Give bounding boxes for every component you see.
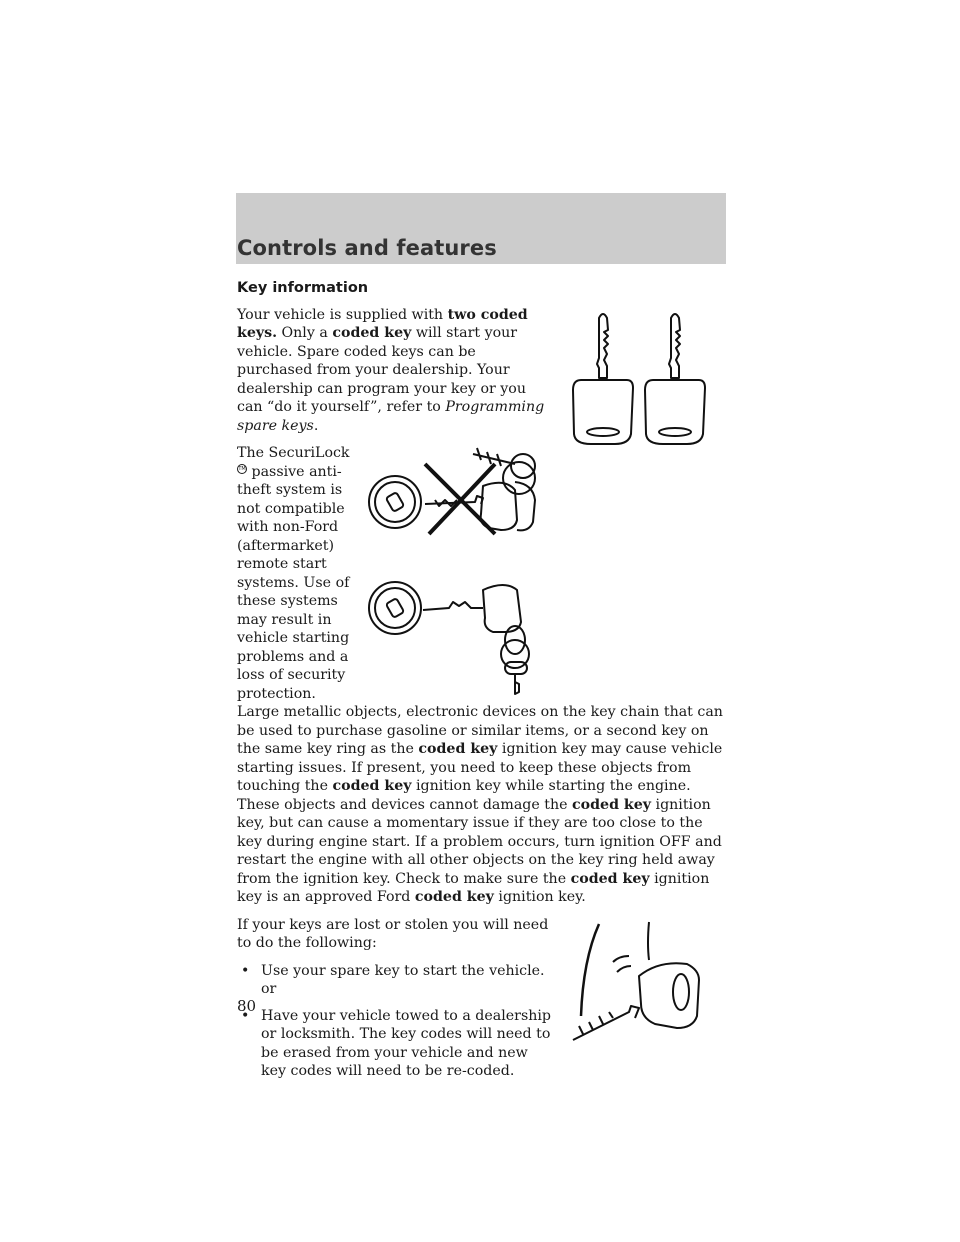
securilock-paragraph: The SecuriLockTM passive anti-theft system is not compatible with non-Ford (aftermarket) remote start systems. Use of these systems may result in vehicle starting problems and a loss of security protection. Large metallic objects, electronic devices on the key chain that can be used to purchase gasoline or similar items, or a second key on the same key ring as the coded key ignition key may cause vehicle starting issues. If present, you need to keep these objects from touching the coded key ignition key while starting the engine. These objects and devices cannot damage the coded key ignition key, but can cause a momentary issue if they are too close to the key during engine start. If a problem occurs, turn ignition OFF and restart the engine with all other objects on the key ring held away from the ignition key. Check to make sure the coded key ignition key is an approved Ford coded key ignition key. <box>237 445 723 905</box>
section-title: Key information <box>237 280 369 296</box>
intro-paragraph: Your vehicle is supplied with two coded keys. Only a coded key will start your vehicle. Spare coded keys can be purchased from your dealership. Your dealership can program your key or you can “do it yourself”, refer to Programming spare keys. <box>237 306 545 434</box>
lost-keys-steps <box>237 962 729 1081</box>
page-content <box>237 279 729 1090</box>
list-item: • Have your vehicle towed to a dealership or locksmith. The key codes will need to be erased from your vehicle and new key codes will need to be re-coded. <box>237 1007 729 1081</box>
page-number: 80 <box>237 997 257 1015</box>
list-item: • Use your spare key to start the vehicle. or <box>237 962 729 999</box>
two-coded-keys-illustration <box>559 308 739 450</box>
page-header-title: Controls and features <box>237 236 497 260</box>
ignition-key-ring-illustration <box>365 444 565 696</box>
trademark-icon: TM <box>238 465 246 472</box>
lost-keys-paragraph: If your keys are lost or stolen you will need to do the following: <box>237 916 549 951</box>
